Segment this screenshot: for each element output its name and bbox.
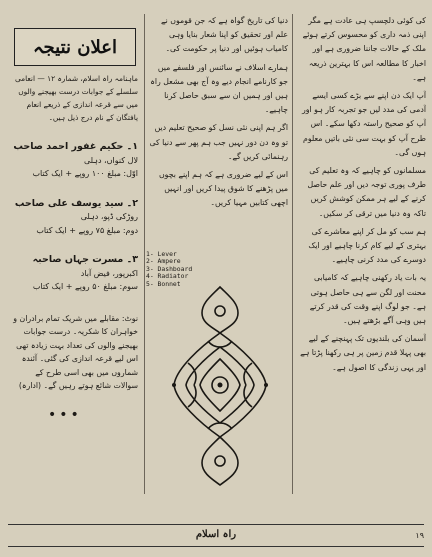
paragraph: دنیا کی تاریخ گواہ ہے کہ جن قوموں نے علم اور تحقیق کو اپنا شعار بنایا وہی کامیاب ہوئیں اور دنیا پر حکومت کی۔ xyxy=(161,16,288,54)
winner-prize: اوّل: مبلغ ۱۰۰ روپے + ایک کتاب xyxy=(32,169,138,178)
winner-prize: دوم: مبلغ ۷۵ روپے + ایک کتاب xyxy=(36,225,138,235)
winner-entry xyxy=(12,253,138,294)
footer-rule xyxy=(8,546,424,547)
article-column-middle xyxy=(148,14,288,282)
paragraph: اس کے لیے ضروری ہے کہ ہم اپنے بچوں میں پڑھنے کا شوق پیدا کریں اور انہیں اچھی کتابیں مہیا کریں۔ xyxy=(158,170,288,208)
paragraph: کی کوئی دلچسپ ہی عادت ہے مگر اپنی ذمہ داری کو محسوس کرتے ہوئے ملک کے حالات جاننا ضروری ہے اور اخبار کا مطالعہ اس کا بہترین ذریعہ ہے۔ xyxy=(302,16,426,82)
announcement-note: نوٹ: مقابلے میں شریک تمام برادران و خواہران کا شکریہ۔ درست جوابات بھیجنے والوں کی تعداد بہت زیادہ تھی اس لیے قرعہ اندازی کی گئی۔ آئندہ شماروں میں بھی اسی طرح کے سوالات شائع ہوتے رہیں گے۔ (ادارہ) xyxy=(13,313,138,390)
answer-item: 5- Bonnet xyxy=(146,279,181,288)
magazine-footer-title: راہ اسلام xyxy=(195,529,237,540)
winner-city: لال کنواں، دہلی xyxy=(83,155,138,165)
answer-item: 4- Radiator xyxy=(146,272,189,281)
end-dots: ••• xyxy=(48,406,82,423)
result-announcement-column xyxy=(8,14,142,494)
winner-name: ۱۔ حکیم غفور احمد صاحب xyxy=(13,141,138,152)
winner-name: ۲۔ سید یوسف علی صاحب xyxy=(14,197,138,209)
paragraph: ہمارے اسلاف نے سائنس اور فلسفے میں جو کارنامے انجام دیے وہ آج بھی مشعل راہ ہیں اور ہمیں ان سے سبق حاصل کرنا چاہیے۔ xyxy=(150,62,288,115)
answer-item: 2- Ampere xyxy=(146,257,181,266)
paragraph: اگر ہم اپنی نئی نسل کو صحیح تعلیم دیں تو وہ دن دور نہیں جب ہم پھر سے دنیا کی رہنمائی کریں گے۔ xyxy=(149,123,288,161)
announcement-title-box xyxy=(14,28,136,66)
answer-item: 1- Lever xyxy=(146,250,177,258)
announcement-title: اعلان نتیجہ xyxy=(33,36,118,58)
paragraph: آپ ایک دن اپنے سے بڑے کسی ایسے آدمی کی مدد لیں جو تجربہ کار ہو اور آپ کو صحیح راستہ دکھا سکے۔ اس طرح آپ کو بہت سی نئی باتیں معلوم ہوں گی۔ xyxy=(302,91,426,157)
winner-entry xyxy=(12,197,138,238)
answer-item: 3- Dashboard xyxy=(146,264,193,273)
winner-city: روڑکی ڈپو، دہلی xyxy=(80,212,138,221)
footer-rule xyxy=(8,524,424,525)
winner-entry xyxy=(12,140,138,181)
paragraph: یہ بات یاد رکھنی چاہیے کہ کامیابی محنت اور لگن سے ہی حاصل ہوتی ہے۔ جو لوگ اپنے وقت کی قدر کرتے ہیں وہی آگے بڑھتے ہیں۔ xyxy=(309,273,426,326)
page-number: ۱۹ xyxy=(415,531,424,540)
column-divider xyxy=(292,14,293,494)
paragraph: آسمان کی بلندیوں تک پہنچنے کے لیے بھی پہلا قدم زمین پر ہی رکھنا پڑتا ہے اور یہی زندگی کا اصول ہے۔ xyxy=(300,334,426,372)
column-divider xyxy=(144,14,145,494)
winner-prize: سوم: مبلغ ۵۰ روپے + ایک کتاب xyxy=(32,282,138,291)
winner-city: اکبرپور، فیض آباد xyxy=(80,268,138,278)
paragraph: مسلمانوں کو چاہیے کہ وہ تعلیم کی طرف پوری توجہ دیں اور علم حاصل کرنے کے لیے ہر ممکن کوشش کریں تاکہ وہ دنیا میں ترقی کر سکیں۔ xyxy=(307,166,426,218)
paragraph: ہم سب کو مل کر اپنے معاشرے کی بہتری کے لیے کام کرنا چاہیے اور ایک دوسرے کی مدد کرنی چاہیے۔ xyxy=(308,226,426,265)
announcement-subtitle: ماہنامہ راہ اسلام، شمارہ ۱۲ — انعامی سلسلے کے جوابات درست بھیجنے والوں میں سے قرعہ اندازی کے ذریعے انعام یافتگان کے نام درج ذیل ہیں۔ xyxy=(15,74,138,122)
decorative-ornament xyxy=(168,283,272,488)
winner-name: ۳۔ مسرت جہاں صاحبہ xyxy=(32,254,138,265)
article-column-right xyxy=(296,14,426,494)
